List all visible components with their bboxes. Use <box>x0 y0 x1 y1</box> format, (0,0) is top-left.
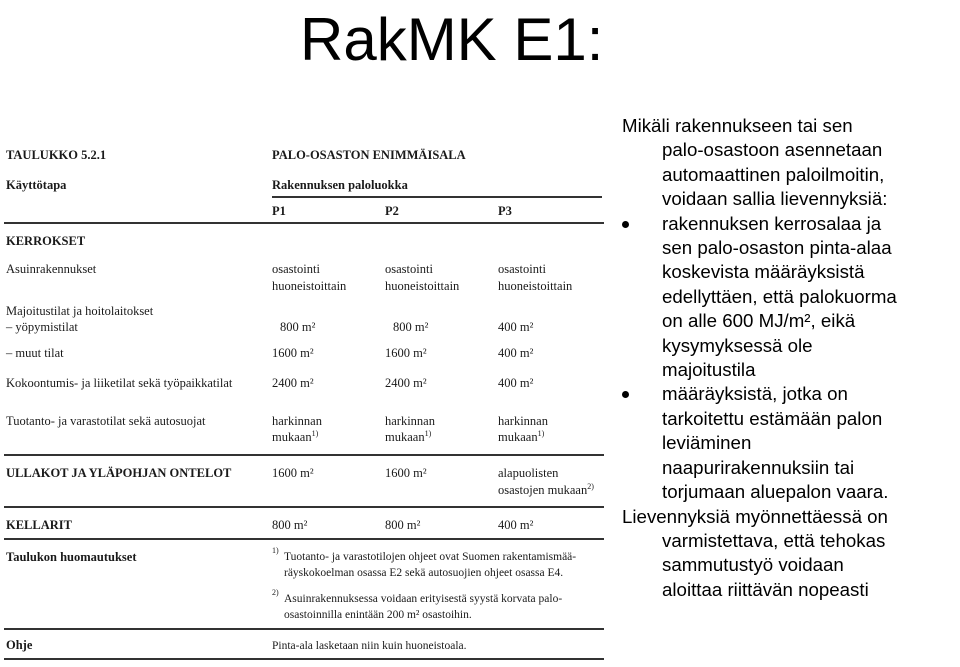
row-label: ULLAKOT JA YLÄPOHJAN ONTELOT <box>6 466 232 480</box>
cell: 400 m² <box>498 376 534 390</box>
note-line: Asuinrakennuksessa voidaan erityisestä syystä korvata palo- <box>284 593 563 605</box>
row-label: KELLARIT <box>6 518 72 532</box>
note-line: Tuotanto- ja varastotilojen ohjeet ovat Suomen rakentamismää- <box>284 551 577 563</box>
row-label: Asuinrakennukset <box>6 262 97 276</box>
note-line: osastoinnilla enintään 200 m² osastoihin. <box>284 609 472 621</box>
kayttotapa-label: Käyttötapa <box>6 178 67 192</box>
cell: mukaan$^{1)}$ <box>385 428 432 444</box>
table-number: TAULUKKO 5.2.1 <box>6 148 107 162</box>
intro-line: palo-osastoon asennetaan <box>662 139 883 161</box>
slide-title: RakMK E1: <box>300 6 604 73</box>
divider <box>4 222 604 224</box>
closing-line: varmistettava, että tehokas <box>662 529 886 551</box>
class-p2: P2 <box>385 204 399 218</box>
cell: alapuolisten <box>498 466 559 480</box>
ohje-text: Pinta-ala lasketaan niin kuin huoneistoala. <box>272 640 467 652</box>
cell: 800 m² <box>272 518 308 532</box>
divider <box>4 658 604 660</box>
ohje-label: Ohje <box>6 638 33 652</box>
bullet-line: rakennuksen kerrosalaa ja <box>662 212 882 234</box>
cell: 1600 m² <box>385 346 427 360</box>
cell: 2400 m² <box>385 376 427 390</box>
divider <box>4 454 604 456</box>
cell: 400 m² <box>498 518 534 532</box>
paloluokka-label: Rakennuksen paloluokka <box>272 178 408 192</box>
cell: 800 m² <box>393 320 429 334</box>
bullet-line: majoitustila <box>662 359 756 381</box>
bullet-line: koskevista määräyksistä <box>662 261 865 283</box>
class-p1: P1 <box>272 204 286 218</box>
bullet-line: on alle 600 MJ/m², eikä <box>662 310 856 332</box>
intro-line: voidaan sallia lievennyksiä: <box>662 188 888 210</box>
bullet-item <box>622 382 960 504</box>
cell: 800 m² <box>385 518 421 532</box>
bullet-icon <box>622 221 629 228</box>
bullet-item <box>622 212 960 383</box>
cell: 1600 m² <box>385 466 427 480</box>
cell: osastointi <box>272 262 320 276</box>
cell: harkinnan <box>498 414 548 428</box>
bullet-line: edellyttäen, että palokuorma <box>662 285 897 307</box>
section-kerrokset: KERROKSET <box>6 234 86 248</box>
row-label: Tuotanto- ja varastotilat sekä autosuojat <box>6 414 206 428</box>
note-number: 1) <box>272 546 279 556</box>
cell: mukaan$^{1)}$ <box>498 428 545 444</box>
cell: osastointi <box>385 262 433 276</box>
cell: huoneistoittain <box>498 279 573 293</box>
intro-line: Mikäli rakennukseen tai sen <box>622 115 853 136</box>
row-label: – yöpymistilat <box>6 320 78 334</box>
closing-line: aloittaa riittävän nopeasti <box>662 578 869 600</box>
divider <box>272 196 602 198</box>
cell: osastointi <box>498 262 546 276</box>
cell: 800 m² <box>280 320 316 334</box>
bullet-line: kysymyksessä ole <box>662 334 813 356</box>
row-label: Majoitustilat ja hoitolaitokset <box>6 304 154 318</box>
row-label: – muut tilat <box>6 346 64 360</box>
note-number: 2) <box>272 588 279 598</box>
cell: 2400 m² <box>272 376 314 390</box>
bullet-line: sen palo-osaston pinta-alaa <box>662 237 892 259</box>
cell: huoneistoittain <box>385 279 460 293</box>
cell: harkinnan <box>385 414 435 428</box>
intro-line: automaattinen paloilmoitin, <box>662 163 885 185</box>
bullet-line: torjumaan aluepalon vaara. <box>662 481 889 503</box>
cell: 1600 m² <box>272 346 314 360</box>
note-line: räyskokoelman osassa E2 sekä autosuojien ohjeet osassa E4. <box>284 567 564 579</box>
bullet-icon <box>622 391 629 398</box>
cell: 1600 m² <box>272 466 314 480</box>
row-label: Kokoontumis- ja liiketilat sekä työpaikkatilat <box>6 376 233 390</box>
slide-body <box>622 114 960 602</box>
class-p3: P3 <box>498 204 512 218</box>
bullet-line: määräyksistä, jotka on <box>662 383 848 405</box>
divider <box>4 506 604 508</box>
divider <box>4 538 604 540</box>
cell: osastojen mukaan$^{2)}$ <box>498 481 594 497</box>
bullet-line: leviäminen <box>662 432 752 454</box>
closing-line: sammutustyö voidaan <box>662 554 844 576</box>
bullet-line: naapurirakennuksiin tai <box>662 456 855 478</box>
cell: 400 m² <box>498 320 534 334</box>
notes-label: Taulukon huomautukset <box>6 550 137 564</box>
divider <box>4 628 604 630</box>
table-header: PALO-OSASTON ENIMMÄISALA <box>272 148 466 162</box>
closing-line: Lievennyksiä myönnettäessä on <box>622 505 888 527</box>
cell: harkinnan <box>272 414 322 428</box>
regulation-table-image <box>0 136 610 667</box>
cell: 400 m² <box>498 346 534 360</box>
cell: mukaan$^{1)}$ <box>272 428 319 444</box>
bullet-line: tarkoitettu estämään palon <box>662 407 883 429</box>
cell: huoneistoittain <box>272 279 347 293</box>
